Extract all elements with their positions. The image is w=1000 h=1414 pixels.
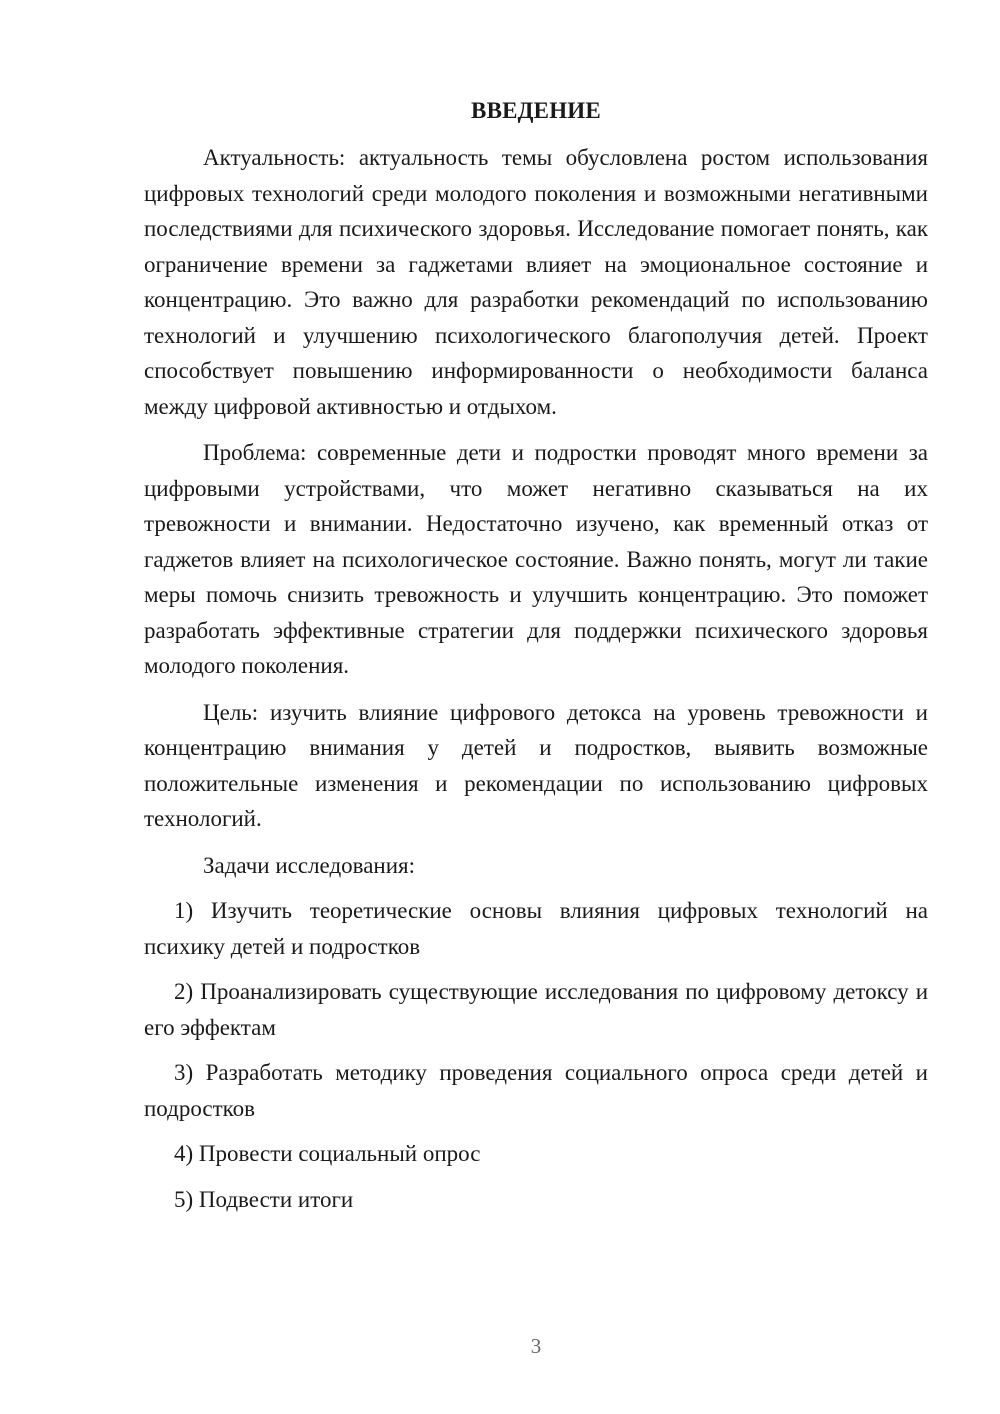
relevance-paragraph: Актуальность: актуальность темы обусловлена ростом использования цифровых технологий среди молодого поколения и возможными негативными последствиями для психического здоровья. Исследование помогает понять, как ограничение времени за гаджетами влияет на эмоциональное состояние и концентрацию. Это важно для разработки рекомендаций по использованию технологий и улучшению психологического благополучия детей. Проект способствует повышению информированности о необходимости баланса между цифровой активностью и отдыхом. [144, 145, 928, 419]
task-item: 3) Разработать методику проведения социального опроса среди детей и подростков [144, 1060, 928, 1121]
task-item: 5) Подвести итоги [174, 1186, 354, 1212]
page-number: 3 [530, 1334, 542, 1358]
tasks-heading: Задачи исследования: [203, 852, 416, 878]
task-item: 1) Изучить теоретические основы влияния цифровых технологий на психику детей и подростков [144, 898, 928, 959]
section-title: ВВЕДЕНИЕ [471, 98, 601, 123]
problem-paragraph: Проблема: современные дети и подростки проводят много времени за цифровыми устройствами, что может негативно сказываться на их тревожности и внимании. Недостаточно изучено, как временный отказ от гаджетов влияет на психологическое состояние. Важно понять, могут ли такие меры помочь снизить тревожность и улучшить концентрацию. Это поможет разработать эффективные стратегии для поддержки психического здоровья молодого поколения. [144, 440, 928, 678]
task-item: 4) Провести социальный опрос [174, 1141, 481, 1166]
task-item: 2) Проанализировать существующие исследования по цифровому детоксу и его эффектам [144, 979, 928, 1040]
document-page [144, 96, 928, 1217]
goal-paragraph: Цель: изучить влияние цифрового детокса на уровень тревожности и концентрацию внимания у детей и подростков, выявить возможные положительные изменения и рекомендации по использованию цифровых технологий. [144, 699, 928, 831]
